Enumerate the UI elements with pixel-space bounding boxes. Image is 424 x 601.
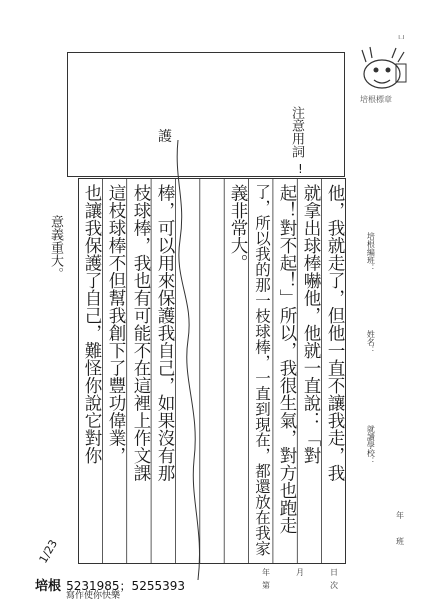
writing-column-11: 也讓我保護了自己，難怪你說它對你 bbox=[82, 184, 102, 464]
correction-line-icon bbox=[164, 140, 224, 580]
footer-phone: 5231985；5255393 bbox=[66, 579, 185, 593]
label-year: 年 bbox=[262, 568, 270, 577]
writing-column-9: 枝球棒，我也有可能不在這裡上作文課 bbox=[131, 184, 151, 482]
label-ci: 次 bbox=[330, 581, 338, 590]
page-fraction: 1/23 bbox=[36, 537, 61, 566]
label-month: 月 bbox=[296, 568, 304, 577]
label-school: 就讀學校： bbox=[366, 425, 376, 465]
corner-mark: ப bbox=[398, 32, 405, 42]
label-di: 第 bbox=[262, 581, 270, 590]
writing-column-5: 義非常大。 bbox=[228, 184, 248, 272]
stamp-cartoon-icon bbox=[352, 44, 412, 92]
correction-stroke bbox=[164, 140, 224, 580]
label-grade: 年 bbox=[396, 511, 404, 520]
footer-slogan: 寫作使你快樂 bbox=[66, 591, 121, 601]
writing-column-1: 他，我就走了，但他一直不讓我走，我 bbox=[325, 184, 345, 482]
stamp-illustration bbox=[352, 44, 412, 92]
writing-column-2: 就拿出球棒嚇他，他就一直說：「對 bbox=[301, 184, 321, 464]
label-name: 姓名： bbox=[366, 330, 376, 354]
label-day: 日 bbox=[330, 568, 338, 577]
teacher-comment-char: 護 bbox=[158, 129, 172, 145]
writing-column-10: 這枝球棒不但幫我創下了豐功偉業， bbox=[106, 184, 126, 464]
writing-column-4: 了，所以我的那一枝球棒，一直到現在，都還放在我家 bbox=[253, 184, 271, 556]
footer-brand: 培根 bbox=[35, 579, 62, 594]
label-class: 培根編班： bbox=[366, 232, 376, 272]
writing-column-8: 棒，可以用來保護我自己，如果沒有那 bbox=[155, 184, 175, 482]
margin-note: 注意用詞 bbox=[289, 106, 304, 158]
writing-column-3: 起！對不起！」所以，我很生氣，對方也跑走 bbox=[277, 184, 297, 534]
stamp-caption: 培根標章 bbox=[360, 95, 392, 104]
margin-note-bang: ! bbox=[298, 162, 303, 176]
left-margin-note: 意義重大。 bbox=[48, 215, 63, 280]
label-banji: 班 bbox=[396, 537, 404, 546]
